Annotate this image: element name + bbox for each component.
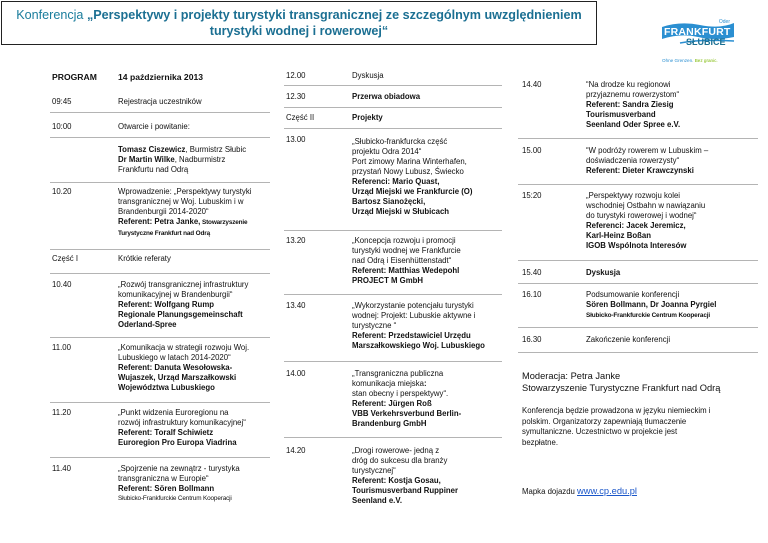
intro-title-2: transgranicznej w Woj. Lubuskim i w xyxy=(118,197,244,206)
talk-1400-title-3: stan obecny i perspektywy“. xyxy=(352,389,449,398)
part2-label: Część II xyxy=(286,113,315,122)
time-1140: 11.40 xyxy=(52,464,71,473)
talk-1340-title-3: turystyczne “ xyxy=(352,321,397,330)
conference-title xyxy=(1,1,597,45)
talk-1420-speaker: Referent: Kostja Gosau, xyxy=(352,476,441,485)
talk-1420-title-1: „Drogi rowerowe- jedną z xyxy=(352,446,440,455)
divider xyxy=(50,182,270,183)
talk-1340-org: Marszałkowskiego Woj. Lubuskiego xyxy=(352,341,485,350)
divider xyxy=(50,249,270,250)
talk-1340-title-1: „Wykorzystanie potencjału turystyki xyxy=(352,301,474,310)
speaker-wilke-role: , Nadburmistrz xyxy=(174,155,226,164)
slogan-pl: Bez granic. xyxy=(694,58,718,63)
talk-1120-title-2: rozwój infrastruktury komunikacyjnej“ xyxy=(118,418,246,427)
registration-text: Rejestracja uczestników xyxy=(118,97,202,106)
talk-1100-org-2: Województwa Lubuskiego xyxy=(118,383,215,392)
language-note xyxy=(522,406,711,448)
closing-text: Zakończenie konferencji xyxy=(586,335,671,344)
divider xyxy=(284,361,502,362)
divider xyxy=(284,437,502,438)
talk-1140-title-1: „Spojrzenie na zewnątrz - turystyka xyxy=(118,464,240,473)
discussion-1200: Dyskusja xyxy=(352,71,384,80)
part2-text: Projekty xyxy=(352,113,383,122)
talk-1520-title-3: do turystyki rowerowej i wodnej“ xyxy=(586,211,697,220)
talk-1040-title-2: komunikacyjnej w Brandenburgii“ xyxy=(118,290,233,299)
talk-1400-colon: : xyxy=(423,379,427,388)
time-1440: 14.40 xyxy=(522,80,542,89)
note-line-3: symultaniczne. Uczestnictwo w projekcie jest xyxy=(522,427,678,436)
note-line-2: polskim. Organizatorzy zapewniają tłumaczenie xyxy=(522,416,687,426)
divider xyxy=(284,85,502,86)
talk-1520-speaker-2: Karl-Heinz Boßan xyxy=(586,231,651,240)
moderation-info xyxy=(522,370,720,394)
talk-1300-desc-1: Port zimowy Marina Winterhafen, xyxy=(352,157,467,166)
divider xyxy=(284,230,502,231)
talk-1040 xyxy=(118,280,248,330)
divider xyxy=(518,352,758,353)
summary-title: Podsumowanie konferencji xyxy=(586,290,680,299)
talk-1520-title-2: wschodniej Ostbahn w nawiązaniu xyxy=(586,201,706,210)
talk-1300-desc-2: przystań Nowy Lubusz, Świecko xyxy=(352,167,464,176)
time-1300: 13.00 xyxy=(286,135,306,144)
divider xyxy=(518,283,758,284)
talk-1040-org-1: Regionale Planungsgemeinschaft xyxy=(118,310,243,319)
time-1340: 13.40 xyxy=(286,301,306,310)
talk-1520-speaker-1: Referenci: Jacek Jeremicz, xyxy=(586,221,686,230)
talk-1100 xyxy=(118,343,249,393)
divider xyxy=(50,137,270,138)
logo-slubice-text: SŁUBICE xyxy=(686,37,726,47)
talk-1340 xyxy=(352,301,485,351)
talk-1140-title-2: transgraniczna w Europie“ xyxy=(118,474,209,483)
talk-1040-speaker: Referent: Wolfgang Rump xyxy=(118,300,215,309)
talk-1340-title-2: wodnej: Projekt: Lubuskie aktywne i xyxy=(352,311,476,320)
map-label: Mapka dojazdu xyxy=(522,487,578,496)
speaker-ciszewicz: Tomasz Ciszewicz xyxy=(118,145,186,154)
talk-1520 xyxy=(586,191,705,251)
divider xyxy=(284,107,502,108)
time-1400: 14.00 xyxy=(286,369,306,378)
talk-1440-org-2: Seenland Oder Spree e.V. xyxy=(586,120,681,129)
talk-1420-org-1: Tourismusverband Ruppiner xyxy=(352,486,458,495)
map-info xyxy=(522,486,637,497)
divider xyxy=(518,184,758,185)
talk-1040-org-2: Oderland-Spree xyxy=(118,320,177,329)
intro-title-3: Brandenburgii 2014-2020“ xyxy=(118,207,209,216)
talk-1300-speaker-2: Bartosz Sianożęcki, xyxy=(352,197,426,206)
talk-1420-title-3: turystycznej“ xyxy=(352,466,396,475)
talk-1400-title-1: „Transgraniczna publiczna xyxy=(352,369,444,378)
divider xyxy=(518,327,758,328)
summary-1610 xyxy=(586,290,716,321)
part1-label: Część I xyxy=(52,254,78,263)
talk-1300-title-2: projektu Odra 2014“ xyxy=(352,147,422,156)
speaker-wilke: Dr Martin Wilke xyxy=(118,155,175,164)
intro-org-1: Stowarzyszenie xyxy=(200,219,248,226)
talk-1120-speaker: Referent: Toralf Schiwietz xyxy=(118,428,214,437)
lunch-break: Przerwa obiadowa xyxy=(352,92,421,101)
talk-1500-title-2: doświadczenia rowerzysty“ xyxy=(586,156,680,165)
time-0945: 09:45 xyxy=(52,97,72,106)
talk-1420 xyxy=(352,446,458,506)
talk-1100-title-2: Lubuskiego w latach 2014-2020“ xyxy=(118,353,231,362)
divider xyxy=(284,294,502,295)
moderator-name: Moderacja: Petra Janke xyxy=(522,371,621,381)
talk-1500-speaker: Referent: Dieter Krawczynski xyxy=(586,166,694,175)
intro-org-2: Turystyczne Frankfurt nad Odrą xyxy=(118,230,210,237)
talk-1300-speaker-1: Referenci: Mario Quast, xyxy=(352,177,440,186)
speaker-wilke-city: Frankfurtu nad Odrą xyxy=(118,165,189,174)
talk-1440-title-1: “Na drodze ku regionowi xyxy=(586,80,671,89)
time-1230: 12.30 xyxy=(286,92,306,101)
map-link[interactable]: www.cp.edu.pl xyxy=(577,486,637,496)
time-1020: 10.20 xyxy=(52,187,72,196)
talk-1140-speaker: Referent: Sören Bollmann xyxy=(118,484,215,493)
talk-1520-title-1: „Perspektywy rozwoju kolei xyxy=(586,191,681,200)
logo-frankfurt-text: FRANKFURT xyxy=(664,26,731,38)
logo-slogan xyxy=(662,58,718,63)
divider xyxy=(284,128,502,129)
summary-speakers: Sören Bollmann, Dr Joanna Pyrgiel xyxy=(586,300,717,309)
talk-1040-title-1: „Rozwój transgranicznej infrastruktury xyxy=(118,280,249,289)
talk-1120-org: Euroregion Pro Europa Viadrina xyxy=(118,438,237,447)
moderator-org: Stowarzyszenie Turystyczne Frankfurt nad Odrą xyxy=(522,383,721,393)
time-1540: 15.40 xyxy=(522,268,542,277)
time-1610: 16.10 xyxy=(522,290,542,299)
talk-1300-org-1: Urząd Miejski we Frankfurcie (O) xyxy=(352,187,473,196)
title-bold: „Perspektywy i projekty turystyki transgranicznej ze szczególnym uwzględnieniem turystyki wodnej i rowerowej“ xyxy=(86,8,582,38)
time-1500: 15.00 xyxy=(522,146,542,155)
talk-1440-title-2: przyjaznemu rowerzystom“ xyxy=(586,90,680,99)
talk-1400-speaker: Referent: Jürgen Roß xyxy=(352,399,432,408)
divider xyxy=(50,273,270,274)
talk-1400 xyxy=(352,369,461,429)
frankfurt-slubice-logo xyxy=(660,15,736,49)
talk-1320-speaker: Referent: Matthias Wedepohl xyxy=(352,266,460,275)
talk-1120 xyxy=(118,408,246,448)
time-1120: 11.20 xyxy=(52,408,71,417)
talk-1520-org: IGOB Wspólnota Interesów xyxy=(586,241,687,250)
intro-speaker: Referent: Petra Janke, xyxy=(118,217,201,226)
time-1630: 16.30 xyxy=(522,335,542,344)
talk-1400-title-2: komunikacja miejska xyxy=(352,379,424,388)
summary-org: Słubicko-Frankfurckie Centrum Kooperacji xyxy=(586,312,710,319)
slogan-de: Ohne Grenzen. xyxy=(662,58,694,63)
talk-1300-title-1: „Słubicko-frankfurcka część xyxy=(352,137,448,146)
time-1320: 13.20 xyxy=(286,236,306,245)
divider xyxy=(518,260,758,261)
talk-1140 xyxy=(118,464,240,504)
time-1040: 10.40 xyxy=(52,280,72,289)
talk-1420-title-2: dróg do sukcesu dla branży xyxy=(352,456,448,465)
program-date: 14 października 2013 xyxy=(118,72,204,82)
talk-1400-org-1: VBB Verkehrsverbund Berlin- xyxy=(352,409,462,418)
intro-title-1: Wprowadzenie: „Perspektywy turystyki xyxy=(118,187,252,196)
time-1100: 11.00 xyxy=(52,343,71,352)
note-line-4: bezpłatne. xyxy=(522,437,558,447)
part1-text: Krótkie referaty xyxy=(118,254,171,263)
talk-1120-title-1: „Punkt widzenia Euroregionu na xyxy=(118,408,229,417)
title-lead: Konferencja xyxy=(16,8,87,22)
time-1000: 10:00 xyxy=(52,122,72,131)
program-label: PROGRAM xyxy=(52,72,97,82)
time-1520: 15:20 xyxy=(522,191,542,200)
divider xyxy=(50,457,270,458)
divider xyxy=(50,112,270,113)
talk-1100-title-1: „Komunikacja w strategii rozwoju Woj. xyxy=(118,343,250,352)
discussion-1540: Dyskusja xyxy=(586,268,621,277)
talk-1320 xyxy=(352,236,461,286)
talk-1440-org-1: Tourismusverband xyxy=(586,110,656,119)
divider xyxy=(50,402,270,403)
opening-speakers xyxy=(118,145,246,175)
talk-1300-org-2: Urząd Miejski w Słubicach xyxy=(352,207,450,216)
talk-1320-org: PROJECT M GmbH xyxy=(352,276,424,285)
talk-1320-title-2: turystyki wodnej we Frankfurcie xyxy=(352,246,461,255)
logo-oder-text: Oder xyxy=(718,19,730,25)
talk-1320-title-3: nad Odrą i Eisenhüttenstadt“ xyxy=(352,256,452,265)
time-1420: 14.20 xyxy=(286,446,306,455)
talk-1100-speaker: Referent: Danuta Wesołowska- xyxy=(118,363,233,372)
divider xyxy=(50,337,270,338)
talk-1140-org: Słubicko-Frankfurckie Centrum Kooperacji xyxy=(118,495,232,502)
talk-1340-speaker: Referent: Przedstawiciel Urzędu xyxy=(352,331,471,340)
opening-text: Otwarcie i powitanie: xyxy=(118,122,190,131)
talk-1440 xyxy=(586,80,680,130)
talk-1300 xyxy=(352,137,472,217)
time-1200: 12.00 xyxy=(286,71,306,80)
talk-1400-org-2: Brandenburg GmbH xyxy=(352,419,427,428)
divider xyxy=(518,138,758,139)
talk-1420-org-2: Seenland e.V. xyxy=(352,496,402,505)
note-line-1: Konferencja będzie prowadzona w języku niemieckim i xyxy=(522,406,711,415)
talk-1500 xyxy=(586,146,708,176)
talk-1440-speaker: Referent: Sandra Ziesig xyxy=(586,100,674,109)
speaker-ciszewicz-role: , Burmistrz Słubic xyxy=(185,145,247,154)
intro-talk xyxy=(118,187,251,239)
talk-1320-title-1: „Koncepcja rozwoju i promocji xyxy=(352,236,456,245)
talk-1500-title-1: “W podróży rowerem w Lubuskim – xyxy=(586,146,709,155)
talk-1100-org-1: Wujaszek, Urząd Marszałkowski xyxy=(118,373,237,382)
